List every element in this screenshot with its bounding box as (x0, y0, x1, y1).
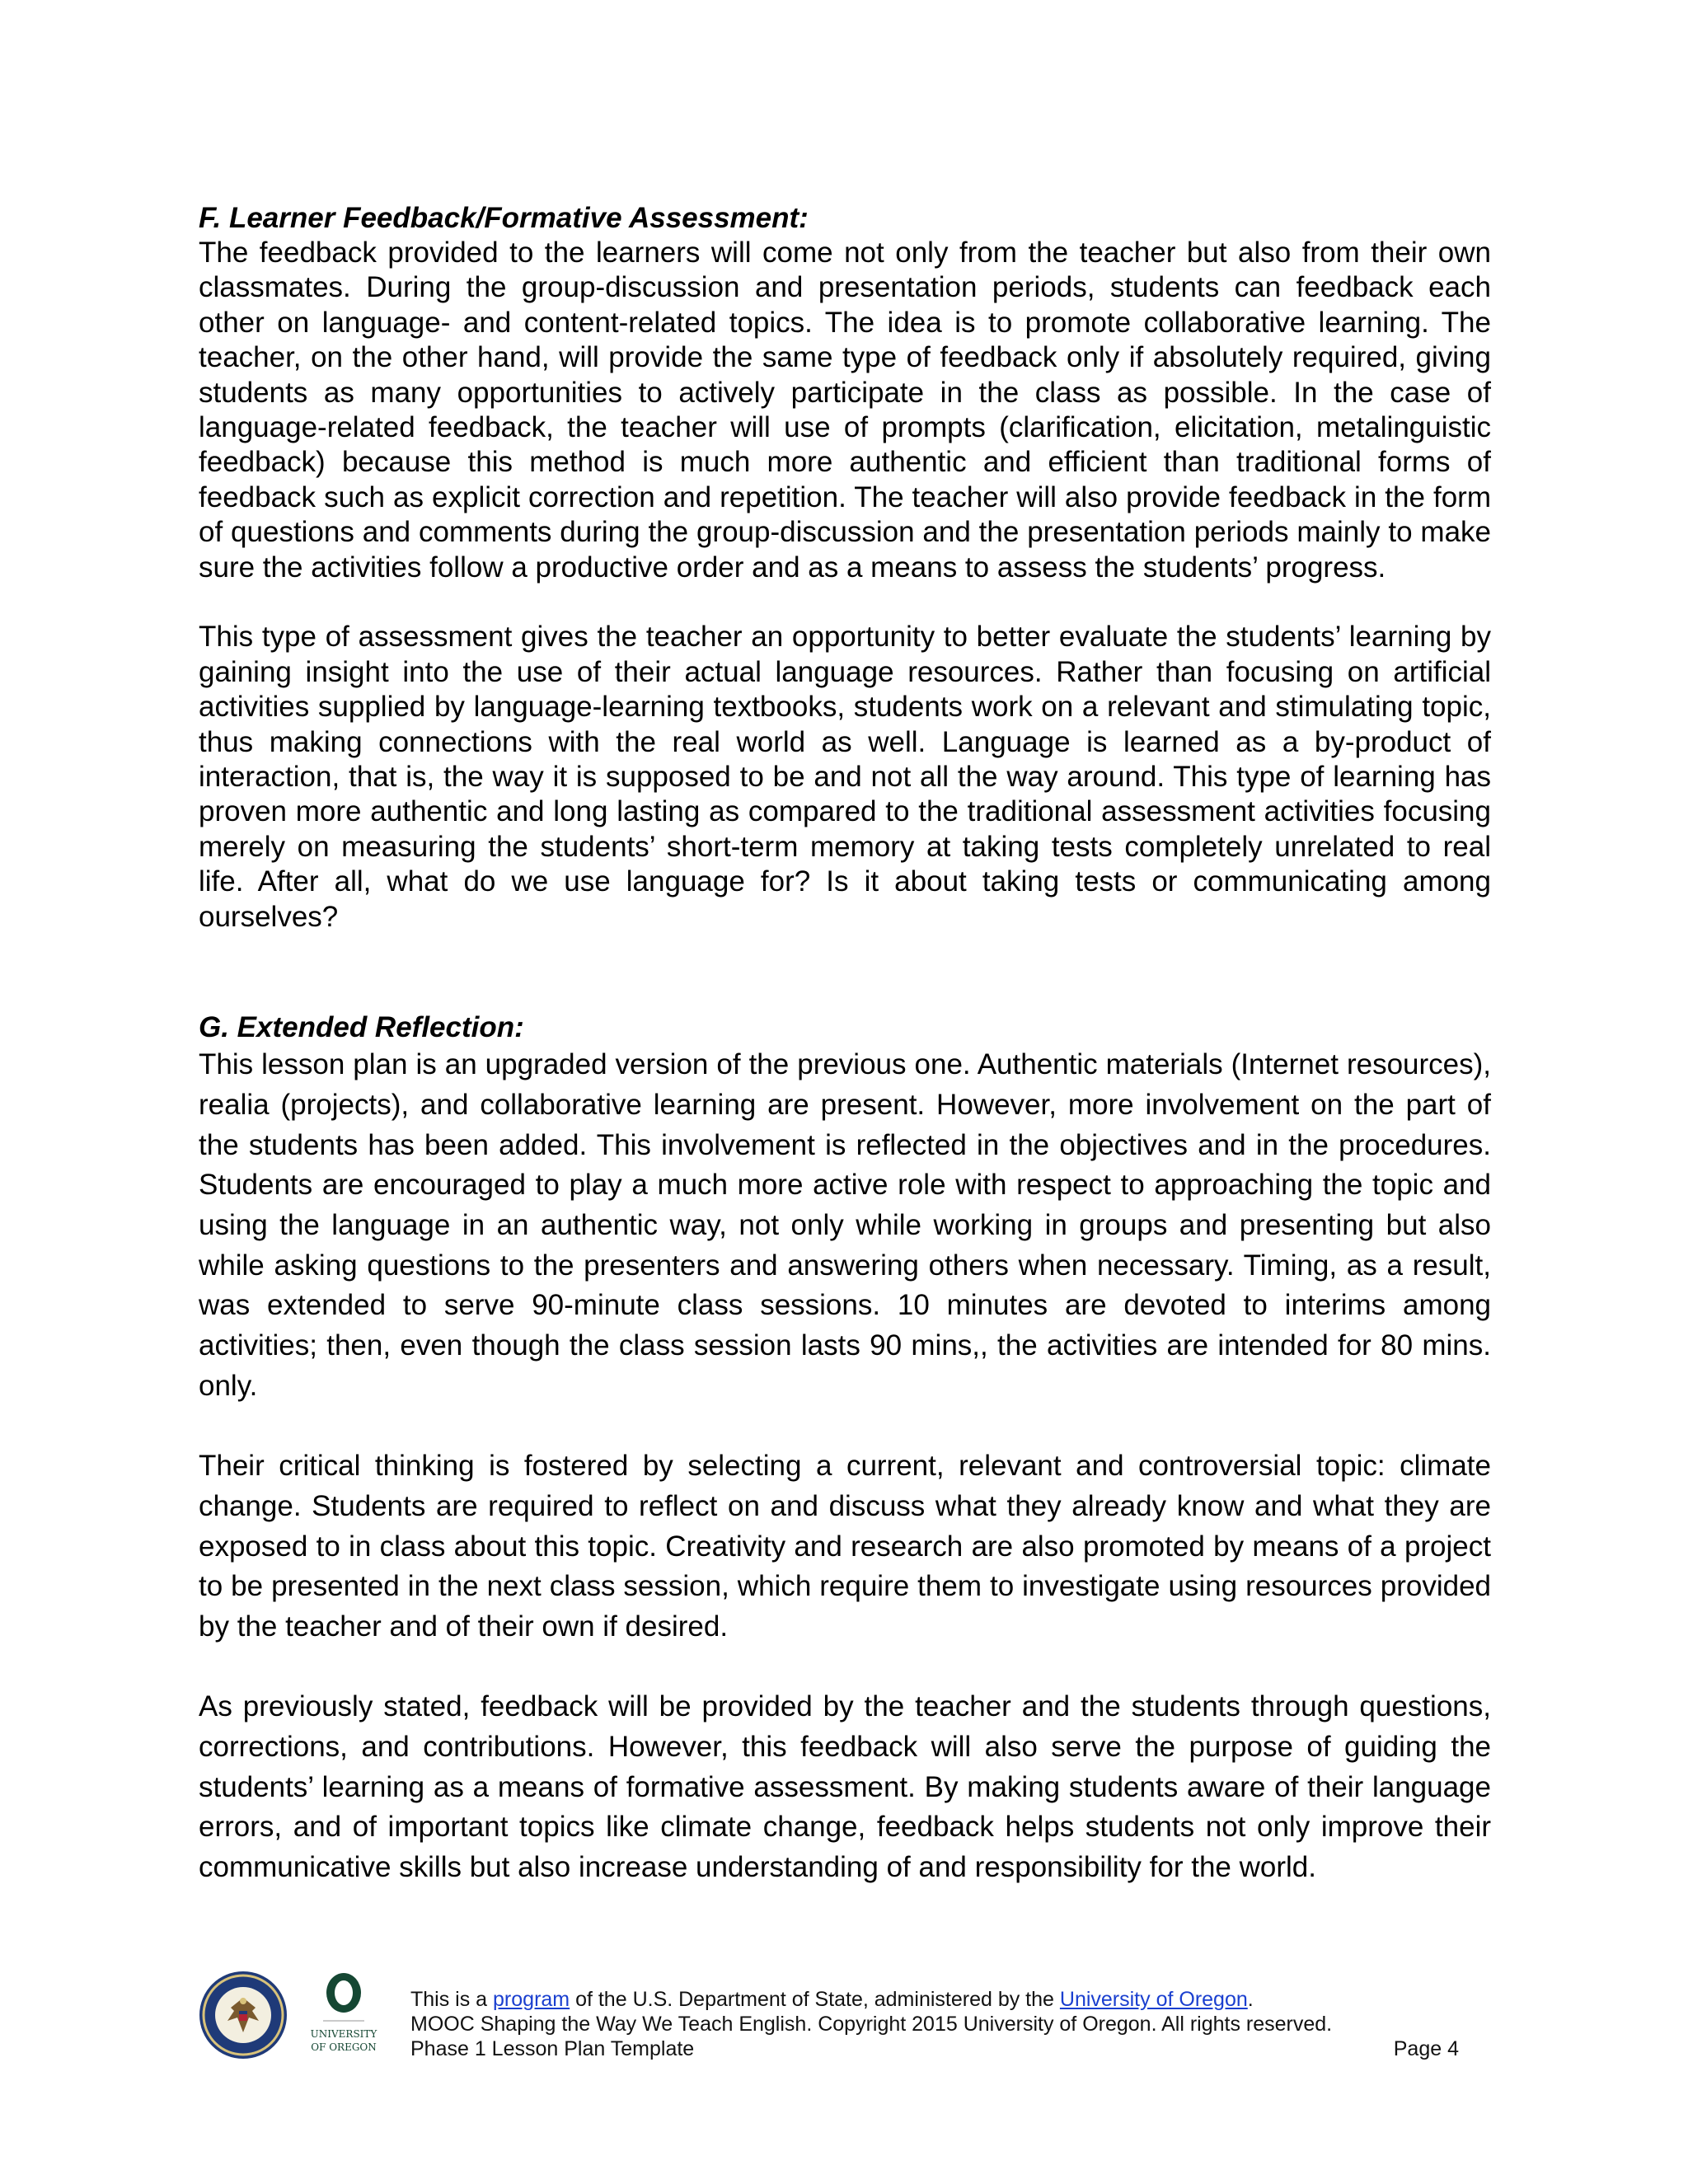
section-f (199, 201, 1491, 935)
footer-line-1-suffix: . (1247, 1988, 1254, 2011)
program-link[interactable]: program (493, 1988, 570, 2011)
footer-line-1-middle: of the U.S. Department of State, administered by the (570, 1988, 1060, 2011)
page-number: Page 4 (1393, 2037, 1459, 2060)
university-of-oregon-logo-icon (298, 1970, 389, 2060)
section-g-heading: G. Extended Reflection: (199, 1011, 524, 1044)
logo-text-of-oregon: OF OREGON (311, 2041, 377, 2053)
department-of-state-seal-icon (198, 1970, 288, 2060)
footer-line-2: MOOC Shaping the Way We Teach English. Copyright 2015 University of Oregon. All rights reserved. (410, 2013, 1333, 2036)
logo-text-university: UNIVERSITY (310, 2028, 377, 2040)
university-of-oregon-link[interactable]: University of Oregon (1059, 1988, 1248, 2011)
section-g-paragraph-2: Their critical thinking is fostered by selecting a current, relevant and controversial topic: climate change. Students are required to reflect on and discuss what they already know and what they are exposed to in class about this topic. Creativity and research are also promoted by means of a project to be presented in the next class session, which require them to investigate using resources provided by the teacher and of their own if desired. (199, 1450, 1491, 1643)
footer-line-1-prefix: This is a (410, 1988, 494, 2011)
page-footer (198, 1966, 1467, 2064)
section-g-paragraph-1: This lesson plan is an upgraded version of the previous one. Authentic materials (Internet resources), realia (projects), and collaborative learning are present. However, more involvement on the part of the students has been added. This involvement is reflected in the objectives and in the procedures. Students are encouraged to play a much more active role with respect to approaching the topic and using the language in an authentic way, not only while working in groups and presenting but also while asking questions to the presenters and answering others when necessary. Timing, as a result, was extended to serve 90-minute class sessions. 10 minutes are devoted to interims among activities; then, even though the class session lasts 90 mins,, the activities are intended for 80 mins. only. (199, 1048, 1491, 1402)
section-f-paragraph-1: The feedback provided to the learners will come not only from the teacher but also from their own classmates. During the group-discussion and presentation periods, students can feedback each other on language- and content-related topics. The idea is to promote collaborative learning. The teacher, on the other hand, will provide the same type of feedback only if absolutely required, giving students as many opportunities to actively participate in the class as possible. In the case of language-related feedback, the teacher will use of prompts (clarification, elicitation, metalinguistic feedback) because this method is much more authentic and efficient than traditional forms of feedback such as explicit correction and repetition. The teacher will also provide feedback in the form of questions and comments during the group-discussion and the presentation periods mainly to make sure the activities follow a productive order and as a means to assess the students’ progress. (199, 237, 1491, 583)
footer-line-3 (410, 2036, 1459, 2061)
section-g (199, 1010, 1491, 1888)
template-name: Phase 1 Lesson Plan Template (410, 2037, 695, 2060)
section-f-paragraph-2: This type of assessment gives the teacher an opportunity to better evaluate the students’ learning by gaining insight into the use of their actual language resources. Rather than focusing on artificial activities supplied by language-learning textbooks, students work on a relevant and stimulating topic, thus making connections with the real world as well. Language is learned as a by-product of interaction, that is, the way it is supposed to be and not all the way around. This type of learning has proven more authentic and long lasting as compared to the traditional assessment activities focusing merely on measuring the students’ short-term memory at taking tests completely unrelated to real life. After all, what do we use language for? Is it about taking tests or communicating among ourselves? (199, 621, 1491, 933)
footer-line-1 (410, 1987, 1459, 2012)
footer-text (410, 1987, 1459, 2061)
section-g-paragraph-3: As previously stated, feedback will be provided by the teacher and the students through questions, corrections, and contributions. However, this feedback will also serve the purpose of guiding the students’ learning as a means of formative assessment. By making students aware of their language errors, and of important topics like climate change, feedback helps students not only improve their communicative skills but also increase understanding of and responsibility for the world. (199, 1690, 1491, 1884)
section-f-heading: F. Learner Feedback/Formative Assessment: (199, 202, 809, 234)
document-body (199, 201, 1491, 1888)
